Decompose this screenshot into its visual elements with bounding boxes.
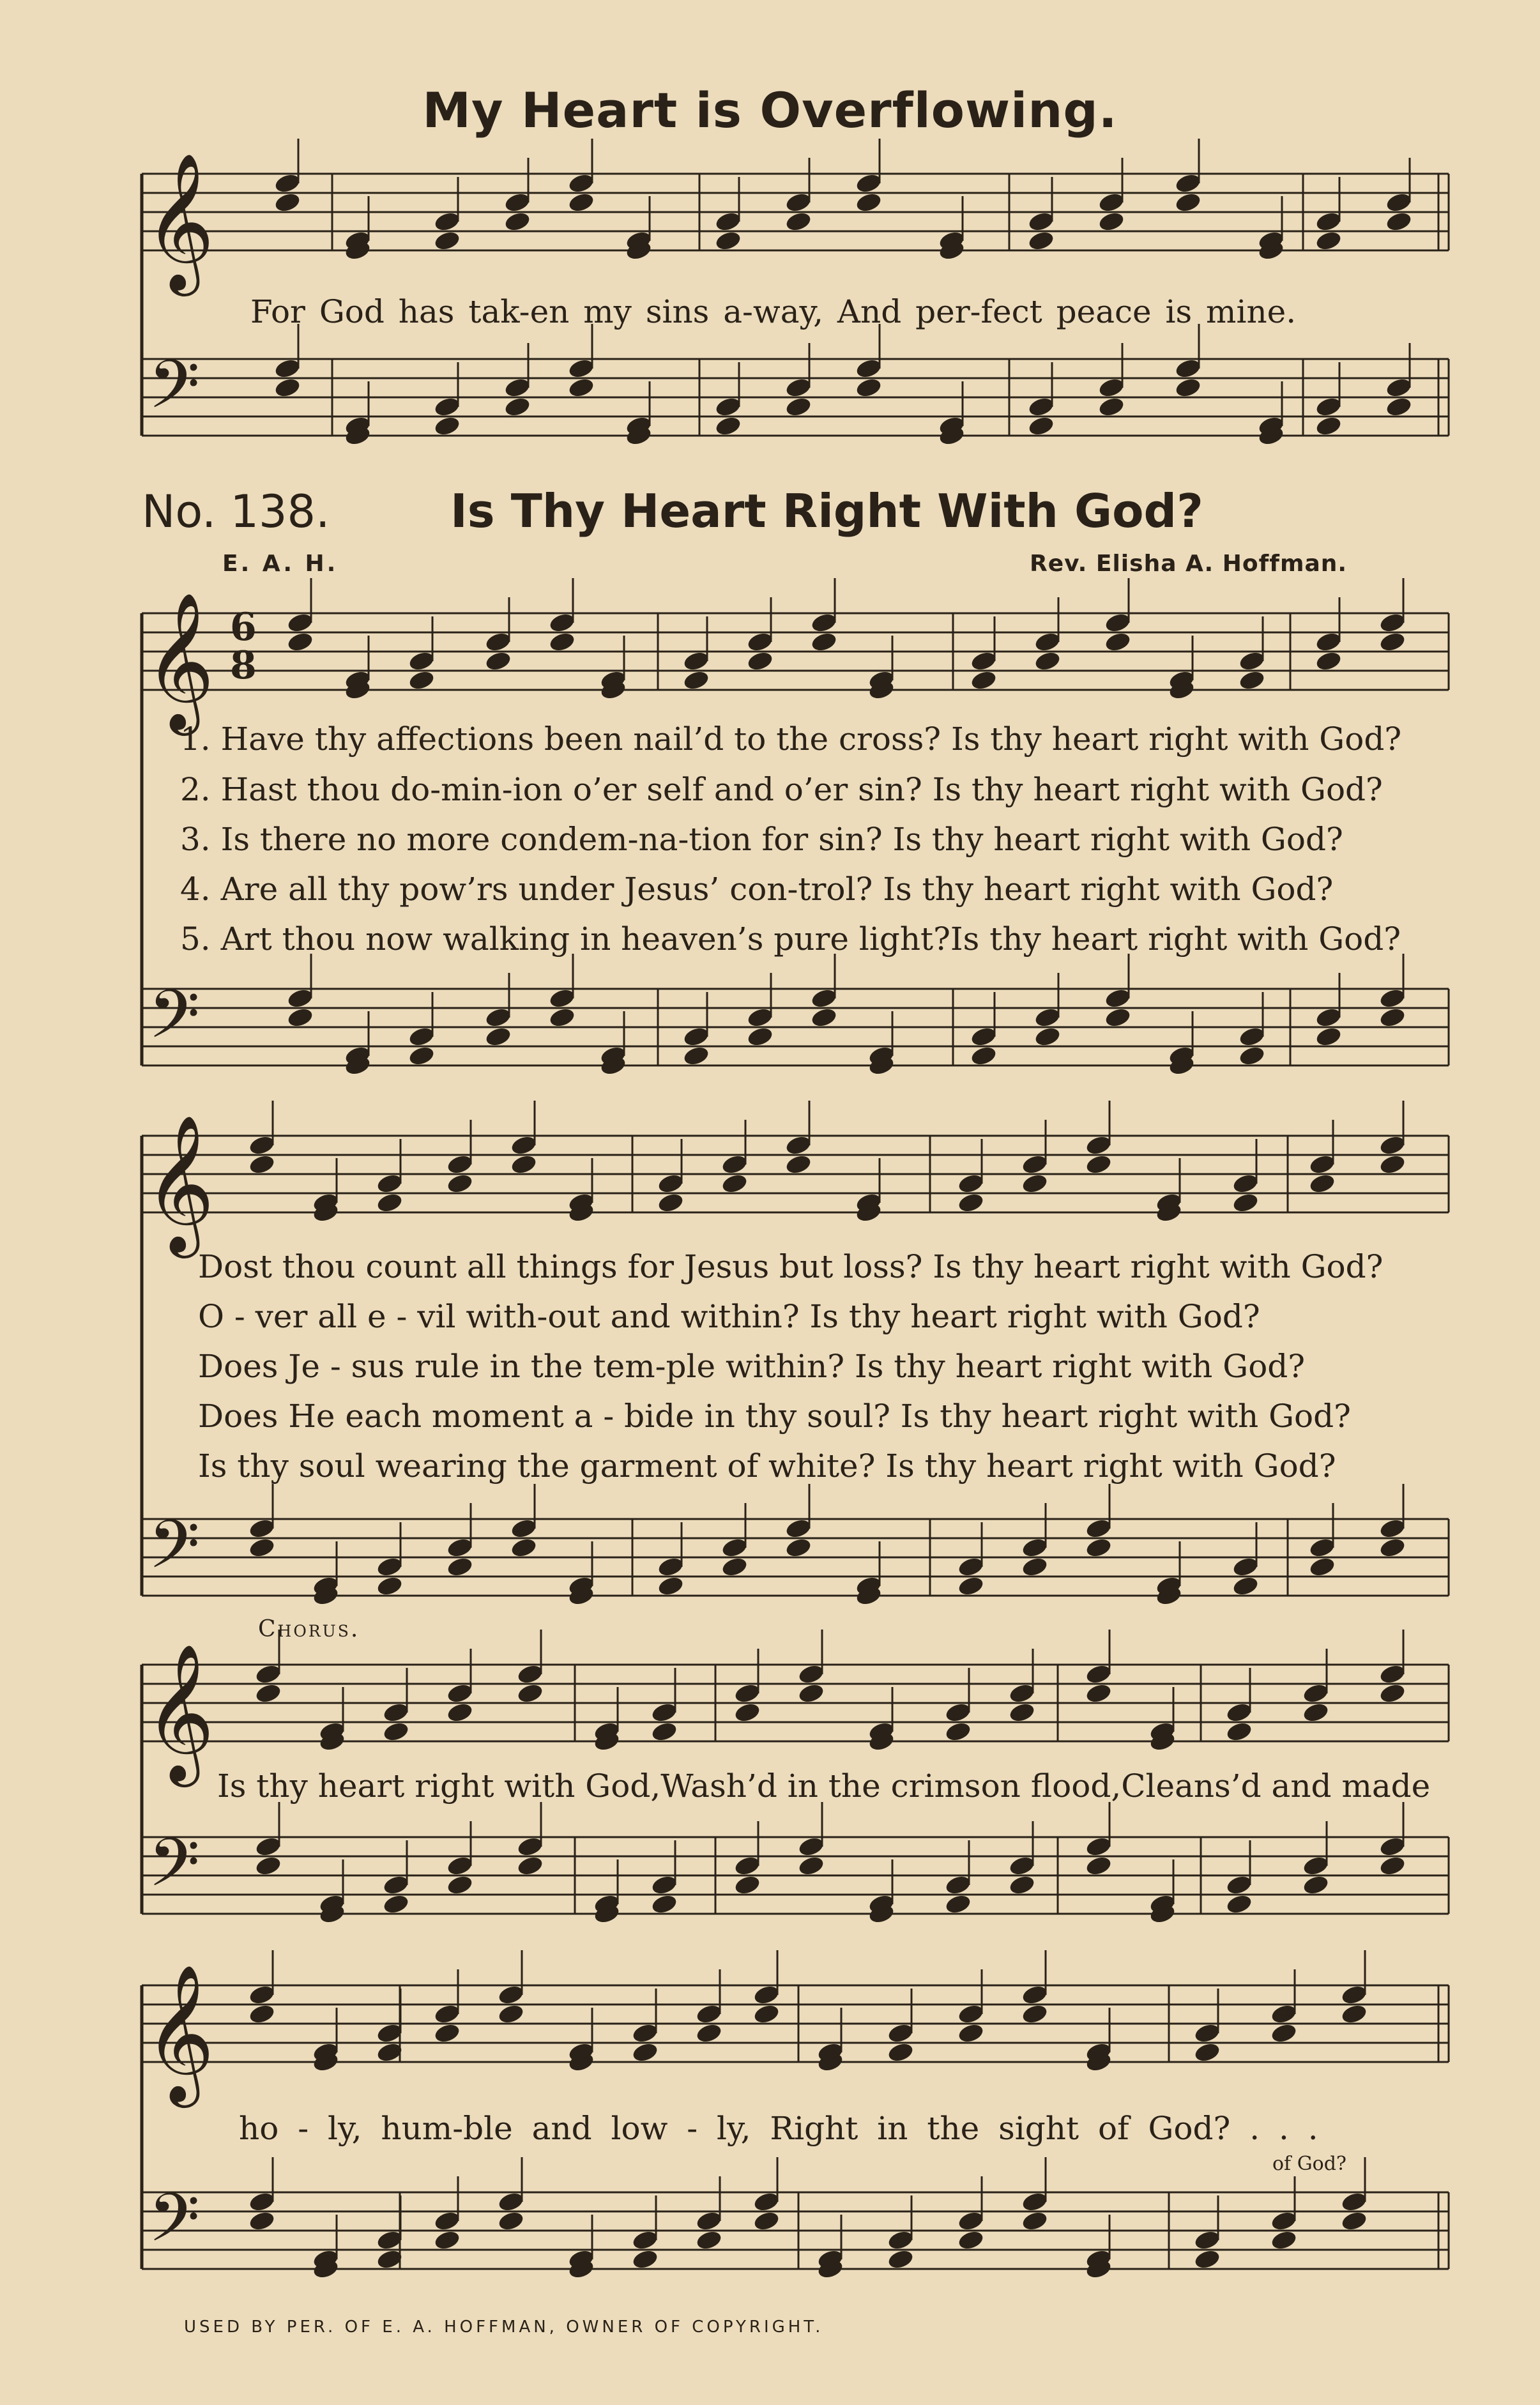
- sys-a-bass-note: [714, 395, 742, 418]
- sys-e-treble-note: [497, 1983, 525, 2006]
- sys-a-treble-note: [855, 191, 883, 214]
- sys-a-treble-note: [1027, 229, 1055, 252]
- sys-a-bass-note: [1315, 415, 1343, 438]
- sys-e-treble-note: [631, 2041, 659, 2064]
- sys-a-bass-note: [855, 357, 883, 380]
- sys-c-treble-note: [1378, 1153, 1407, 1176]
- sys-d-bass-note: [516, 1854, 544, 1877]
- sys-e-bass-note: [497, 2210, 525, 2233]
- sys-d-bass-note: [733, 1854, 761, 1877]
- sys-e-treble-note: [1340, 2003, 1368, 2026]
- sys-a-bass-note: [1097, 376, 1125, 399]
- sys-e-bass-note: [957, 2210, 985, 2233]
- sys-a-treble-note: [784, 210, 812, 233]
- sys-b-bass-note: [1033, 1006, 1062, 1029]
- sys-a-bass-note: [273, 357, 301, 380]
- sys-a-treble-note: [1174, 191, 1202, 214]
- sys-d-bass-note: [650, 1874, 678, 1897]
- sys-e-treble-note: [887, 2041, 915, 2064]
- sys-c-bass-note: [657, 1575, 685, 1598]
- sys-d-bass-note: [382, 1874, 410, 1897]
- sys-b-bass-note: [746, 1006, 774, 1029]
- sys-c-treble-note: [1378, 1134, 1407, 1157]
- sys-b-bass-clef-icon: 𝄢: [148, 975, 201, 1069]
- sys-e-treble-note: [957, 2022, 985, 2045]
- verse-line-3a: 3. Is there no more condem-na-tion for sin? Is thy heart right with God?: [180, 821, 1343, 858]
- sys-b-bass-note: [970, 1044, 998, 1067]
- sys-d-bass-note: [1225, 1874, 1253, 1897]
- sys-c-bass-note: [720, 1536, 749, 1559]
- sys-a-treble-note: [1097, 191, 1125, 214]
- sys-e-bass-note: [1021, 2190, 1049, 2213]
- sys-c-bass-note: [657, 1555, 685, 1578]
- sys-a-treble-note: [1315, 229, 1343, 252]
- sys-c-treble-note: [248, 1153, 276, 1176]
- sys-e-treble-note: [1270, 2022, 1298, 2045]
- sys-e-bass-note: [752, 2210, 781, 2233]
- sys-d-bass-note: [944, 1874, 972, 1897]
- sys-a-treble-clef-icon: 𝄞: [144, 151, 215, 290]
- verse-line-1b: Dost thou count all things for Jesus but loss? Is thy heart right with God?: [198, 1248, 1384, 1285]
- sys-c-bass-note: [1308, 1555, 1336, 1578]
- sys-e-bass-note: [1193, 2229, 1221, 2252]
- sys-b-bass-note: [1033, 1025, 1062, 1048]
- sys-a-bass-note: [1174, 376, 1202, 399]
- sys-c-bass-clef-icon: 𝄢: [148, 1506, 201, 1600]
- sys-e-treble-note: [1021, 2003, 1049, 2026]
- sys-a-treble-note: [503, 191, 531, 214]
- sys-a-treble-note: [503, 210, 531, 233]
- sys-b-treble-note: [408, 669, 436, 692]
- sys-c-bass-note: [376, 1575, 404, 1598]
- sys-a-treble-note: [714, 229, 742, 252]
- sys-d-treble-note: [797, 1682, 825, 1705]
- sys-b-treble-note: [1378, 630, 1407, 653]
- chorus-echo: of God?: [1272, 2153, 1347, 2175]
- sys-c-treble-note: [720, 1153, 749, 1176]
- sys-c-treble-note: [784, 1134, 812, 1157]
- sys-a-treble-note: [567, 191, 595, 214]
- sys-b-bass-note: [408, 1025, 436, 1048]
- sys-e-bass-note: [695, 2229, 723, 2252]
- sys-d-treble-note: [1085, 1682, 1113, 1705]
- sys-b-bass-note: [1238, 1044, 1266, 1067]
- chorus-line-1: Is thy heart right with God,Wash’d in the crimson flood,Cleans’d and made: [217, 1767, 1431, 1805]
- sys-b-bass-note: [746, 1025, 774, 1048]
- sys-d-bass-note: [446, 1854, 474, 1877]
- sys-d-bass-note: [1302, 1854, 1330, 1877]
- sys-a-treble-note: [273, 172, 301, 195]
- sys-d-bass-note: [797, 1835, 825, 1858]
- sys-d-bass-note: [254, 1835, 282, 1858]
- sys-a-treble-note: [273, 191, 301, 214]
- sys-e-treble-note: [1021, 1983, 1049, 2006]
- sys-d-bass-note: [1378, 1854, 1407, 1877]
- sys-a-treble-note: [1174, 172, 1202, 195]
- sys-b-treble-note: [548, 611, 576, 634]
- sys-b-treble-note: [810, 630, 838, 653]
- sys-b-treble-note: [1315, 630, 1343, 653]
- sys-b-treble-note: [1238, 669, 1266, 692]
- sys-e-bass-note: [631, 2248, 659, 2271]
- sys-d-bass-note: [516, 1835, 544, 1858]
- sys-b-bass-note: [484, 1006, 512, 1029]
- sys-b-treble-note: [682, 669, 710, 692]
- verse-line-2b: O - ver all e - vil with-out and within? Is thy heart right with God?: [198, 1298, 1260, 1335]
- sys-c-treble-note: [657, 1191, 685, 1214]
- sys-d-treble-note: [254, 1682, 282, 1705]
- verse-line-3b: Does Je - sus rule in the tem-ple within? Is thy heart right with God?: [198, 1348, 1306, 1385]
- sys-d-treble-note: [254, 1663, 282, 1686]
- verse-line-2a: 2. Hast thou do-min-ion o’er self and o’er sin? Is thy heart right with God?: [180, 771, 1383, 808]
- copyright-footer: USED BY PER. OF E. A. HOFFMAN, OWNER OF COPYRIGHT.: [184, 2317, 824, 2337]
- time-signature-bottom: 8: [230, 643, 257, 688]
- sys-a-bass-note: [433, 415, 461, 438]
- sys-a-bass-note: [784, 395, 812, 418]
- sys-d-bass-note: [382, 1893, 410, 1916]
- sys-b-bass-note: [810, 1006, 838, 1029]
- sys-d-treble-note: [446, 1701, 474, 1724]
- sys-b-bass-note: [682, 1025, 710, 1048]
- sys-c-bass-note: [1231, 1575, 1260, 1598]
- sys-b-treble-note: [1104, 611, 1132, 634]
- sys-b-treble-note: [484, 650, 512, 673]
- sys-b-treble-note: [1378, 611, 1407, 634]
- sys-b-treble-note: [1315, 650, 1343, 673]
- sys-b-treble-note: [1238, 650, 1266, 673]
- sys-b-bass-note: [1315, 1025, 1343, 1048]
- sys-d-treble-note: [1302, 1701, 1330, 1724]
- sys-a-bass-clef-icon: 𝄢: [148, 346, 201, 439]
- sys-e-bass-note: [887, 2248, 915, 2271]
- sys-c-treble-note: [376, 1191, 404, 1214]
- sys-c-treble-note: [1021, 1153, 1049, 1176]
- sys-d-treble-note: [1085, 1663, 1113, 1686]
- sys-b-treble-note: [286, 611, 314, 634]
- sys-b-treble-note: [1104, 630, 1132, 653]
- sys-c-bass-note: [510, 1517, 538, 1540]
- sys-a-treble-note: [1385, 191, 1413, 214]
- sys-a-treble-note: [714, 210, 742, 233]
- sys-b-treble-note: [970, 669, 998, 692]
- sys-c-treble-note: [1308, 1153, 1336, 1176]
- sys-b-treble-note: [746, 650, 774, 673]
- sys-d-treble-note: [446, 1682, 474, 1705]
- sys-d-bass-note: [1085, 1854, 1113, 1877]
- sys-e-bass-note: [248, 2210, 276, 2233]
- sys-b-treble-note: [548, 630, 576, 653]
- time-signature-top: 6: [230, 605, 257, 650]
- sys-e-bass-note: [887, 2229, 915, 2252]
- sys-d-treble-note: [382, 1701, 410, 1724]
- sys-b-bass-note: [286, 987, 314, 1010]
- sys-a-bass-note: [273, 376, 301, 399]
- sys-a-treble-note: [1315, 210, 1343, 233]
- sys-a-bass-note: [567, 357, 595, 380]
- sys-c-bass-note: [248, 1517, 276, 1540]
- sys-e-treble-note: [1193, 2022, 1221, 2045]
- sys-b-bass-note: [548, 987, 576, 1010]
- sys-d-treble-note: [1378, 1663, 1407, 1686]
- sys-e-bass-note: [1021, 2210, 1049, 2233]
- sys-c-bass-note: [248, 1536, 276, 1559]
- sys-c-bass-note: [1231, 1555, 1260, 1578]
- sys-c-treble-note: [510, 1153, 538, 1176]
- sys-c-bass-note: [720, 1555, 749, 1578]
- sys-b-treble-note: [682, 650, 710, 673]
- sys-d-bass-note: [733, 1874, 761, 1897]
- sys-b-bass-note: [682, 1044, 710, 1067]
- sys-d-treble-note: [733, 1701, 761, 1724]
- sys-d-bass-note: [1302, 1874, 1330, 1897]
- sys-a-bass-note: [855, 376, 883, 399]
- sys-e-bass-note: [957, 2229, 985, 2252]
- sys-d-bass-clef-icon: 𝄢: [148, 1824, 201, 1918]
- sys-c-treble-note: [248, 1134, 276, 1157]
- sys-b-bass-note: [970, 1025, 998, 1048]
- section-lyric: For God has tak-en my sins a-way, And per-fect peace is mine.: [250, 293, 1297, 330]
- sys-b-treble-note: [286, 630, 314, 653]
- sys-a-bass-note: [1385, 395, 1413, 418]
- sys-e-treble-note: [957, 2003, 985, 2026]
- sys-a-bass-note: [1385, 376, 1413, 399]
- sys-c-bass-note: [1021, 1536, 1049, 1559]
- sys-a-treble-note: [567, 172, 595, 195]
- sys-a-treble-note: [433, 229, 461, 252]
- sys-d-treble-clef-icon: 𝄞: [144, 1642, 215, 1781]
- sys-e-treble-note: [752, 1983, 781, 2006]
- sys-d-bass-note: [1008, 1854, 1036, 1877]
- sys-a-bass-note: [1315, 395, 1343, 418]
- sys-b-treble-note: [1033, 630, 1062, 653]
- sys-a-bass-note: [1027, 395, 1055, 418]
- sys-a-treble-note: [855, 172, 883, 195]
- sys-c-treble-note: [720, 1172, 749, 1195]
- verse-line-4b: Does He each moment a - bide in thy soul? Is thy heart right with God?: [198, 1398, 1351, 1435]
- sys-d-bass-note: [944, 1893, 972, 1916]
- sys-b-bass-note: [548, 1006, 576, 1029]
- sys-a-treble-note: [1097, 210, 1125, 233]
- sys-d-bass-note: [446, 1874, 474, 1897]
- sys-e-treble-note: [433, 2022, 461, 2045]
- sys-d-treble-note: [1378, 1682, 1407, 1705]
- sys-d-treble-note: [1225, 1701, 1253, 1724]
- sys-c-bass-note: [1085, 1536, 1113, 1559]
- sys-e-treble-note: [1340, 1983, 1368, 2006]
- sys-c-bass-note: [510, 1536, 538, 1559]
- sys-c-treble-note: [1231, 1172, 1260, 1195]
- sys-b-treble-clef-icon: 𝄞: [144, 591, 215, 729]
- sys-a-treble-note: [784, 191, 812, 214]
- sys-d-treble-note: [797, 1663, 825, 1686]
- sys-c-bass-note: [784, 1536, 812, 1559]
- sys-b-treble-note: [810, 611, 838, 634]
- sys-d-treble-note: [382, 1720, 410, 1743]
- sys-b-bass-note: [1315, 1006, 1343, 1029]
- sys-c-treble-note: [657, 1172, 685, 1195]
- sys-c-treble-note: [510, 1134, 538, 1157]
- sys-e-bass-note: [631, 2229, 659, 2252]
- hymn-number: No. 138.: [142, 485, 330, 538]
- sys-e-treble-note: [433, 2003, 461, 2026]
- sys-a-bass-note: [1027, 415, 1055, 438]
- verse-line-5b: Is thy soul wearing the garment of white? Is thy heart right with God?: [198, 1447, 1336, 1485]
- sys-c-treble-note: [446, 1153, 474, 1176]
- sys-e-treble-note: [631, 2022, 659, 2045]
- sys-d-treble-note: [1008, 1682, 1036, 1705]
- sys-b-bass-note: [1378, 1006, 1407, 1029]
- section-title: My Heart is Overflowing.: [422, 82, 1118, 139]
- verse-line-4a: 4. Are all thy pow’rs under Jesus’ con-trol? Is thy heart right with God?: [180, 871, 1334, 908]
- sys-d-bass-note: [1085, 1835, 1113, 1858]
- sys-c-bass-note: [1308, 1536, 1336, 1559]
- sys-e-treble-clef-icon: 𝄞: [144, 1963, 215, 2102]
- sys-a-treble-note: [1385, 210, 1413, 233]
- sys-e-bass-note: [1340, 2190, 1368, 2213]
- sys-e-bass-note: [752, 2190, 781, 2213]
- sys-c-treble-note: [1021, 1172, 1049, 1195]
- sys-d-treble-note: [944, 1701, 972, 1724]
- sys-a-bass-note: [567, 376, 595, 399]
- sys-b-bass-note: [1104, 1006, 1132, 1029]
- sys-d-bass-note: [650, 1893, 678, 1916]
- sys-b-bass-note: [484, 1025, 512, 1048]
- sys-b-bass-note: [1378, 987, 1407, 1010]
- sys-a-treble-note: [433, 210, 461, 233]
- sys-d-treble-note: [1008, 1701, 1036, 1724]
- sys-c-treble-note: [446, 1172, 474, 1195]
- sys-a-bass-note: [503, 395, 531, 418]
- sys-e-bass-note: [1270, 2229, 1298, 2252]
- composer-credit: Rev. Elisha A. Hoffman.: [1030, 551, 1348, 577]
- sys-c-bass-note: [1378, 1517, 1407, 1540]
- sys-d-treble-note: [1302, 1682, 1330, 1705]
- sys-e-bass-note: [1340, 2210, 1368, 2233]
- sys-d-treble-note: [944, 1720, 972, 1743]
- sys-e-treble-note: [887, 2022, 915, 2045]
- sys-c-bass-note: [784, 1517, 812, 1540]
- sys-c-bass-note: [957, 1555, 985, 1578]
- sys-e-treble-note: [497, 2003, 525, 2026]
- sys-b-treble-note: [408, 650, 436, 673]
- sys-d-bass-note: [1008, 1874, 1036, 1897]
- sys-e-bass-note: [248, 2190, 276, 2213]
- sys-d-bass-note: [254, 1854, 282, 1877]
- sys-d-treble-note: [650, 1701, 678, 1724]
- sys-d-treble-note: [516, 1682, 544, 1705]
- verse-line-5a: 5. Art thou now walking in heaven’s pure light?Is thy heart right with God?: [180, 920, 1401, 958]
- sys-c-bass-note: [957, 1575, 985, 1598]
- chorus-label: Chorus.: [258, 1616, 360, 1642]
- sys-a-bass-note: [1097, 395, 1125, 418]
- sys-b-bass-note: [1104, 987, 1132, 1010]
- sys-c-bass-note: [1378, 1536, 1407, 1559]
- sys-c-treble-clef-icon: 𝄞: [144, 1113, 215, 1252]
- sys-c-treble-note: [1231, 1191, 1260, 1214]
- sys-c-bass-note: [446, 1536, 474, 1559]
- sys-c-treble-note: [1085, 1153, 1113, 1176]
- sys-a-bass-note: [714, 415, 742, 438]
- lyricist-credit: E. A. H.: [222, 551, 339, 577]
- sys-b-bass-note: [1238, 1025, 1266, 1048]
- sys-b-treble-note: [746, 630, 774, 653]
- sys-e-bass-note: [695, 2210, 723, 2233]
- sys-e-bass-note: [433, 2229, 461, 2252]
- sys-e-treble-note: [1270, 2003, 1298, 2026]
- sys-a-treble-note: [1027, 210, 1055, 233]
- sys-c-bass-note: [1021, 1555, 1049, 1578]
- sys-c-bass-note: [376, 1555, 404, 1578]
- sys-b-treble-note: [970, 650, 998, 673]
- sys-b-bass-note: [810, 987, 838, 1010]
- sys-e-treble-note: [752, 2003, 781, 2026]
- sys-d-bass-note: [797, 1854, 825, 1877]
- sys-c-treble-note: [1085, 1134, 1113, 1157]
- sys-c-treble-note: [957, 1191, 985, 1214]
- sys-a-bass-note: [784, 376, 812, 399]
- sys-e-bass-note: [1193, 2248, 1221, 2271]
- sys-d-treble-note: [733, 1682, 761, 1705]
- sys-e-treble-note: [248, 1983, 276, 2006]
- chorus-line-2: ho - ly, hum-ble and low - ly, Right in the sight of God? . . .: [239, 2110, 1318, 2147]
- verse-line-1a: 1. Have thy affections been nail’d to the cross? Is thy heart right with God?: [180, 721, 1402, 758]
- sys-e-bass-note: [433, 2210, 461, 2233]
- sys-d-treble-note: [516, 1663, 544, 1686]
- sys-d-bass-note: [1378, 1835, 1407, 1858]
- sys-c-treble-note: [957, 1172, 985, 1195]
- sys-c-treble-note: [784, 1153, 812, 1176]
- sys-e-bass-note: [1270, 2210, 1298, 2233]
- sys-d-treble-note: [1225, 1720, 1253, 1743]
- sys-a-bass-note: [1174, 357, 1202, 380]
- sys-a-bass-note: [433, 395, 461, 418]
- sys-c-treble-note: [1308, 1172, 1336, 1195]
- sys-e-treble-note: [695, 2022, 723, 2045]
- sys-b-treble-note: [484, 630, 512, 653]
- sys-e-treble-note: [1193, 2041, 1221, 2064]
- sys-e-bass-note: [497, 2190, 525, 2213]
- sys-e-treble-note: [695, 2003, 723, 2026]
- sys-a-bass-note: [503, 376, 531, 399]
- sys-e-treble-note: [248, 2003, 276, 2026]
- sys-d-treble-note: [650, 1720, 678, 1743]
- sys-e-bass-clef-icon: 𝄢: [148, 2179, 201, 2273]
- hymn-title: Is Thy Heart Right With God?: [450, 484, 1203, 538]
- sys-c-bass-note: [446, 1555, 474, 1578]
- sys-b-treble-note: [1033, 650, 1062, 673]
- sys-d-bass-note: [1225, 1893, 1253, 1916]
- sys-b-bass-note: [286, 1006, 314, 1029]
- sys-b-bass-note: [408, 1044, 436, 1067]
- sys-c-bass-note: [1085, 1517, 1113, 1540]
- sys-c-treble-note: [376, 1172, 404, 1195]
